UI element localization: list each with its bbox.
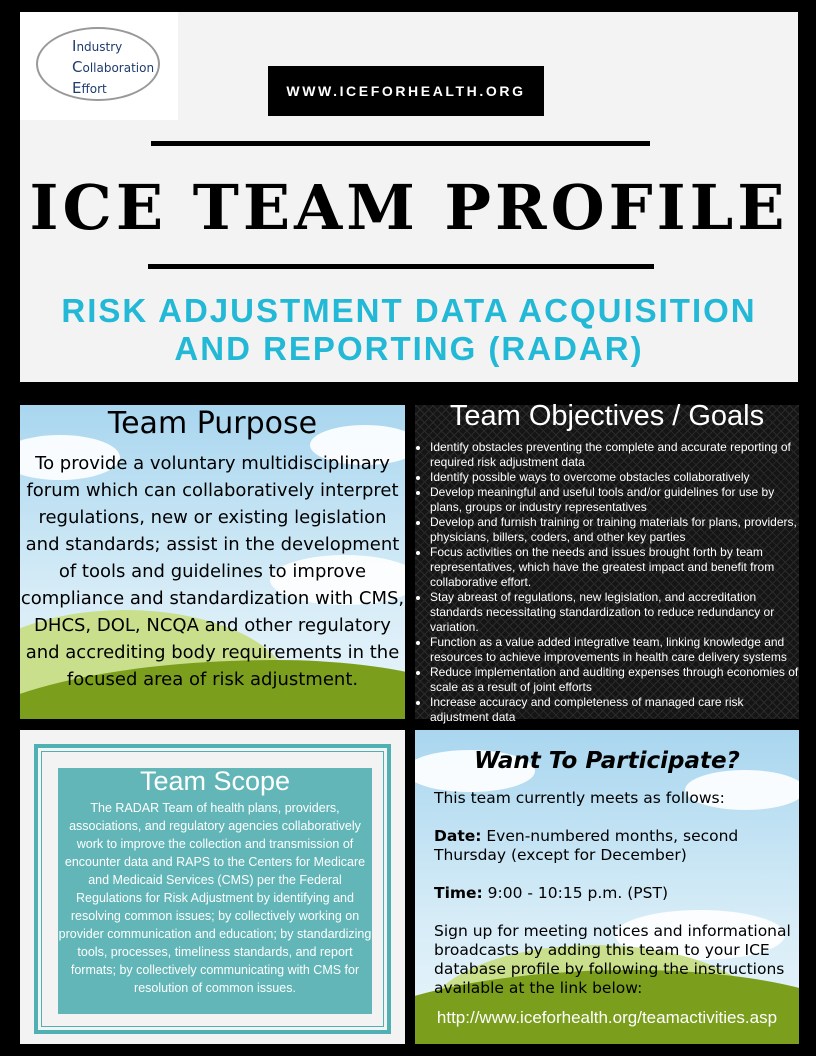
- objective-item: • Function as a value added integrative team, linking knowledge and resources to achieve improvements in health care delivery systems: [430, 635, 799, 665]
- subtitle-line-1: RISK ADJUSTMENT DATA ACQUISITION: [61, 292, 757, 329]
- title-rule-top: [151, 141, 650, 146]
- date-label: Date:: [434, 827, 482, 845]
- objective-item: • Increase accuracy and completeness of managed care risk adjustment data: [430, 695, 799, 725]
- objective-item: • Develop meaningful and useful tools and/or guidelines for use by plans, groups or industry representatives: [430, 485, 799, 515]
- logo-text-industry: Industry: [72, 37, 123, 55]
- page-subtitle: [20, 292, 798, 368]
- logo-text-collaboration: Collaboration: [72, 58, 155, 76]
- meeting-intro: This team currently meets as follows:: [434, 789, 725, 807]
- objectives-list: [415, 440, 799, 725]
- title-rule-bottom: [148, 264, 654, 269]
- team-purpose-text: To provide a voluntary multidisciplinary forum which can collaboratively interpret regulations, new or existing legislation and standards; assist in the development of tools and guidelines to improve compliance and standardization with CMS, DHCS, DOL, NCQA and other regulatory and accrediting body requirements in the focused area of risk adjustment.: [20, 453, 405, 690]
- objective-item: • Identify obstacles preventing the complete and accurate reporting of required risk adjustment data: [430, 440, 799, 470]
- objective-item: • Develop and furnish training or training materials for plans, providers, physicians, billers, coders, and other key parties: [430, 515, 799, 545]
- date-value: Even-numbered months, second Thursday (except for December): [434, 827, 739, 864]
- objective-item: • Identify possible ways to overcome obstacles collaboratively: [430, 470, 799, 485]
- team-purpose-title: Team Purpose: [107, 406, 318, 441]
- logo-text-effort: Effort: [72, 79, 107, 97]
- subtitle-line-2: AND REPORTING (RADAR): [174, 330, 644, 367]
- objective-item: • Reduce implementation and auditing expenses through economies of scale as a result of joint efforts: [430, 665, 799, 695]
- objective-item: • Focus activities on the needs and issues brought forth by team representatives, which have the greatest impact and benefit from collaborative effort.: [430, 545, 799, 590]
- time-label: Time:: [434, 884, 483, 902]
- objective-item: • Stay abreast of regulations, new legislation, and accreditation standards necessitating standardization to reduce redundancy or variation.: [430, 590, 799, 635]
- meeting-date: [434, 827, 794, 865]
- meeting-time: [434, 884, 794, 903]
- team-objectives-title: Team Objectives / Goals: [449, 400, 765, 432]
- team-activities-link[interactable]: http://www.iceforhealth.org/teamactivities.asp: [436, 1008, 778, 1027]
- participate-title: Want To Participate?: [474, 748, 740, 774]
- time-value: 9:00 - 10:15 p.m. (PST): [482, 884, 668, 902]
- team-scope-title: Team Scope: [139, 766, 291, 796]
- signup-text: Sign up for meeting notices and informational broadcasts by adding this team to your ICE database profile by following the instructions available at the link below:: [434, 922, 791, 997]
- page-title: ICE TEAM PROFILE: [29, 171, 789, 244]
- team-scope-text: The RADAR Team of health plans, providers, associations, and regulatory agencies collaboratively work to improve the collection and transmission of encounter data and RAPS to the Centers for Medicare and Medicaid Services (CMS) per the Federal Regulations for Risk Adjustment by identifying and resolving common issues; by collectively working on provider communication and education; by standardizing tools, processes, timeliness standards, and report formats; by collectively communicating with CMS for resolution of common issues.: [58, 801, 372, 995]
- website-url-link[interactable]: WWW.ICEFORHEALTH.ORG: [268, 66, 544, 116]
